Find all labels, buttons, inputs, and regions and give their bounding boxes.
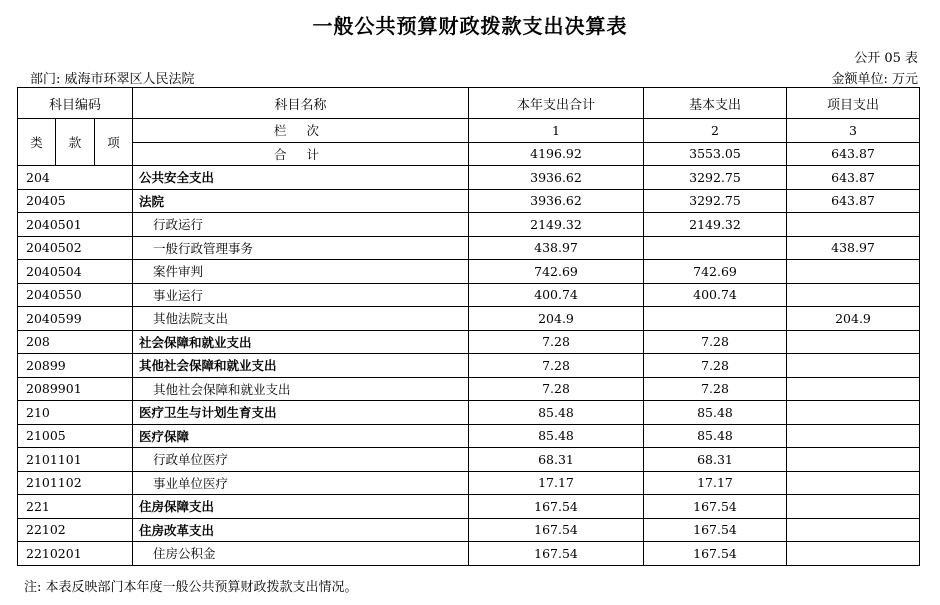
table-row bbox=[18, 424, 920, 448]
row-project: 438.97 bbox=[787, 236, 920, 260]
header-item: 项 bbox=[95, 119, 133, 166]
table-row bbox=[18, 518, 920, 542]
row-project bbox=[787, 424, 920, 448]
amount-unit-label: 金额单位: 万元 bbox=[831, 72, 918, 87]
row-basic: 742.69 bbox=[644, 260, 787, 284]
totals-project: 643.87 bbox=[787, 142, 920, 166]
column-seq-2: 2 bbox=[644, 119, 787, 143]
row-project bbox=[787, 448, 920, 472]
department-label: 部门: 威海市环翠区人民法院 bbox=[30, 72, 195, 87]
row-basic: 85.48 bbox=[644, 401, 787, 425]
row-name: 法院 bbox=[133, 189, 469, 213]
header-class: 类 bbox=[18, 119, 56, 166]
row-name: 事业运行 bbox=[133, 283, 469, 307]
table-row bbox=[18, 471, 920, 495]
row-name: 医疗卫生与计划生育支出 bbox=[133, 401, 469, 425]
row-code: 21005 bbox=[18, 424, 133, 448]
row-name: 其他社会保障和就业支出 bbox=[133, 354, 469, 378]
totals-row bbox=[18, 142, 920, 166]
row-total: 167.54 bbox=[469, 542, 644, 566]
table-header-row bbox=[18, 88, 920, 119]
row-basic: 7.28 bbox=[644, 377, 787, 401]
table-row bbox=[18, 260, 920, 284]
row-project bbox=[787, 401, 920, 425]
expenditure-table bbox=[17, 87, 920, 566]
column-sequence-row bbox=[18, 119, 920, 143]
row-basic: 2149.32 bbox=[644, 213, 787, 237]
row-name: 其他法院支出 bbox=[133, 307, 469, 331]
row-project bbox=[787, 283, 920, 307]
row-total: 167.54 bbox=[469, 495, 644, 519]
page-title: 一般公共预算财政拨款支出决算表 bbox=[312, 14, 628, 38]
row-name: 公共安全支出 bbox=[133, 166, 469, 190]
row-total: 3936.62 bbox=[469, 166, 644, 190]
row-total: 7.28 bbox=[469, 354, 644, 378]
row-project: 643.87 bbox=[787, 166, 920, 190]
row-code: 2040504 bbox=[18, 260, 133, 284]
table-row bbox=[18, 495, 920, 519]
column-seq-3: 3 bbox=[787, 119, 920, 143]
row-code: 2210201 bbox=[18, 542, 133, 566]
row-name: 行政单位医疗 bbox=[133, 448, 469, 472]
row-basic: 400.74 bbox=[644, 283, 787, 307]
header-project: 项目支出 bbox=[787, 88, 920, 119]
row-project: 204.9 bbox=[787, 307, 920, 331]
header-section: 款 bbox=[56, 119, 95, 166]
row-code: 210 bbox=[18, 401, 133, 425]
row-code: 20405 bbox=[18, 189, 133, 213]
row-name: 事业单位医疗 bbox=[133, 471, 469, 495]
row-code: 2101102 bbox=[18, 471, 133, 495]
row-project bbox=[787, 377, 920, 401]
row-total: 85.48 bbox=[469, 424, 644, 448]
row-total: 742.69 bbox=[469, 260, 644, 284]
row-total: 68.31 bbox=[469, 448, 644, 472]
totals-label: 合 计 bbox=[133, 142, 469, 166]
row-project bbox=[787, 495, 920, 519]
table-row bbox=[18, 330, 920, 354]
table-row bbox=[18, 236, 920, 260]
row-code: 204 bbox=[18, 166, 133, 190]
table-row bbox=[18, 307, 920, 331]
row-basic: 3292.75 bbox=[644, 189, 787, 213]
row-name: 案件审判 bbox=[133, 260, 469, 284]
row-total: 17.17 bbox=[469, 471, 644, 495]
row-name: 行政运行 bbox=[133, 213, 469, 237]
table-row bbox=[18, 213, 920, 237]
row-code: 2040550 bbox=[18, 283, 133, 307]
row-project bbox=[787, 471, 920, 495]
row-code: 20899 bbox=[18, 354, 133, 378]
row-project: 643.87 bbox=[787, 189, 920, 213]
row-name: 医疗保障 bbox=[133, 424, 469, 448]
row-name: 社会保障和就业支出 bbox=[133, 330, 469, 354]
row-name: 住房改革支出 bbox=[133, 518, 469, 542]
row-code: 208 bbox=[18, 330, 133, 354]
table-note: 注: 本表反映部门本年度一般公共预算财政拨款支出情况。 bbox=[24, 580, 358, 595]
row-code: 22102 bbox=[18, 518, 133, 542]
row-code: 2040599 bbox=[18, 307, 133, 331]
row-basic: 17.17 bbox=[644, 471, 787, 495]
row-total: 7.28 bbox=[469, 330, 644, 354]
row-code: 2101101 bbox=[18, 448, 133, 472]
row-basic: 7.28 bbox=[644, 354, 787, 378]
table-row bbox=[18, 354, 920, 378]
header-subject-name: 科目名称 bbox=[133, 88, 469, 119]
row-basic: 85.48 bbox=[644, 424, 787, 448]
table-row bbox=[18, 166, 920, 190]
column-seq-1: 1 bbox=[469, 119, 644, 143]
row-basic: 167.54 bbox=[644, 495, 787, 519]
row-total: 167.54 bbox=[469, 518, 644, 542]
row-project bbox=[787, 518, 920, 542]
header-total: 本年支出合计 bbox=[469, 88, 644, 119]
row-total: 438.97 bbox=[469, 236, 644, 260]
row-total: 85.48 bbox=[469, 401, 644, 425]
table-row bbox=[18, 189, 920, 213]
column-seq-label: 栏 次 bbox=[133, 119, 469, 143]
row-total: 400.74 bbox=[469, 283, 644, 307]
row-code: 2089901 bbox=[18, 377, 133, 401]
table-body bbox=[18, 166, 920, 566]
header-basic: 基本支出 bbox=[644, 88, 787, 119]
row-total: 3936.62 bbox=[469, 189, 644, 213]
row-total: 7.28 bbox=[469, 377, 644, 401]
row-basic: 3292.75 bbox=[644, 166, 787, 190]
row-basic: 7.28 bbox=[644, 330, 787, 354]
row-project bbox=[787, 213, 920, 237]
row-name: 其他社会保障和就业支出 bbox=[133, 377, 469, 401]
row-basic: 167.54 bbox=[644, 518, 787, 542]
row-basic: 68.31 bbox=[644, 448, 787, 472]
row-code: 2040502 bbox=[18, 236, 133, 260]
table-row bbox=[18, 377, 920, 401]
row-basic: 167.54 bbox=[644, 542, 787, 566]
row-project bbox=[787, 542, 920, 566]
totals-basic: 3553.05 bbox=[644, 142, 787, 166]
row-project bbox=[787, 260, 920, 284]
row-project bbox=[787, 354, 920, 378]
header-subject-code: 科目编码 bbox=[18, 88, 133, 119]
row-project bbox=[787, 330, 920, 354]
table-row bbox=[18, 401, 920, 425]
table-row bbox=[18, 283, 920, 307]
totals-total: 4196.92 bbox=[469, 142, 644, 166]
row-basic bbox=[644, 236, 787, 260]
row-name: 一般行政管理事务 bbox=[133, 236, 469, 260]
table-row bbox=[18, 448, 920, 472]
row-name: 住房公积金 bbox=[133, 542, 469, 566]
row-total: 2149.32 bbox=[469, 213, 644, 237]
row-basic bbox=[644, 307, 787, 331]
row-total: 204.9 bbox=[469, 307, 644, 331]
table-row bbox=[18, 542, 920, 566]
row-code: 2040501 bbox=[18, 213, 133, 237]
row-name: 住房保障支出 bbox=[133, 495, 469, 519]
form-number: 公开 05 表 bbox=[854, 51, 918, 66]
row-code: 221 bbox=[18, 495, 133, 519]
